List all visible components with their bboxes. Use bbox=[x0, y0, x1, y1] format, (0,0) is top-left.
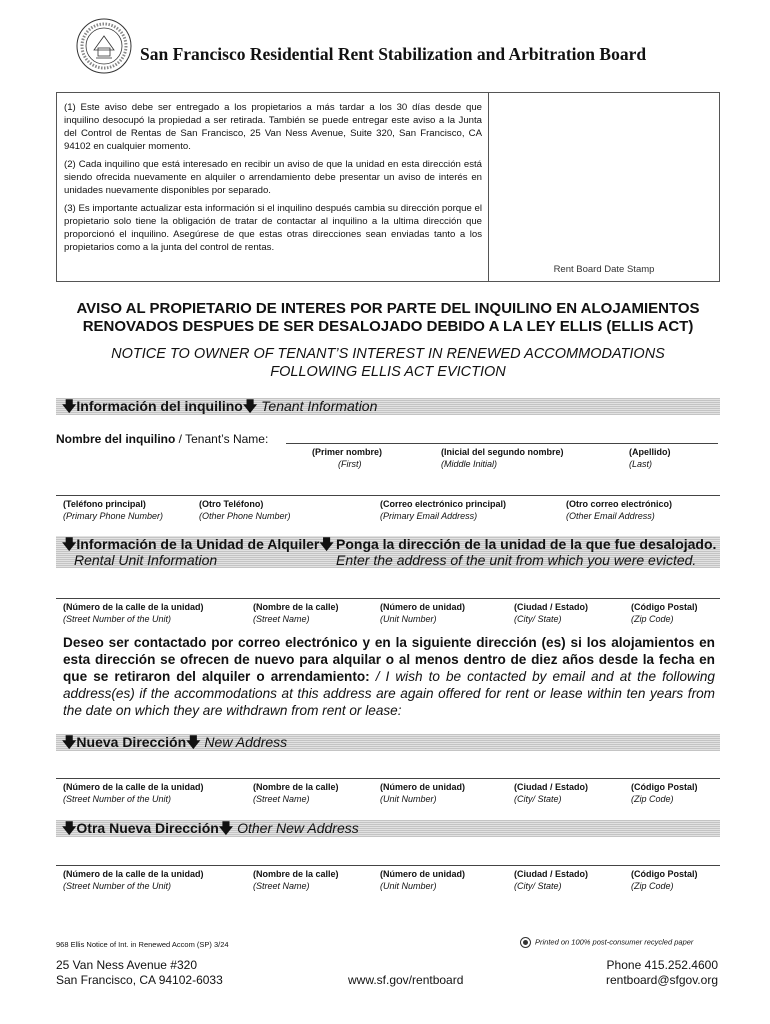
instruction-note-1: (1) Este aviso debe ser entregado a los propietarios a más tardar a los 30 días desde que inquilino desocupó la propiedad a ser retirada. También se puede entregar este aviso a la Junta del Control de Rentas de San Francisco, 25 Van Ness Avenue, Suite 320, San Francisco, CA 94102 en cualquier momento. bbox=[64, 102, 482, 152]
new-address-section-bar bbox=[56, 734, 720, 751]
city-seal-icon bbox=[76, 18, 132, 74]
primary-phone-label: (Teléfono principal) (Primary Phone Number) bbox=[63, 499, 164, 521]
arrow-down-icon: 🡇 bbox=[62, 734, 77, 750]
city-state-label: (Ciudad / Estado) (City/ State) bbox=[514, 602, 588, 624]
date-stamp-label: Rent Board Date Stamp bbox=[553, 264, 655, 275]
arrow-down-icon: 🡇 bbox=[242, 398, 258, 414]
website-link[interactable]: www.sf.gov/rentboard bbox=[348, 973, 464, 987]
tenant-info-section-bar bbox=[56, 398, 720, 415]
rental-address-field-line[interactable] bbox=[56, 598, 720, 599]
street-number-label: (Número de la calle de la unidad) (Street Number of the Unit) bbox=[63, 602, 204, 624]
phone-number: Phone 415.252.4600 bbox=[606, 958, 718, 972]
arrow-down-icon: 🡇 bbox=[186, 734, 201, 750]
contact-request-es: Deseo ser contactado por correo electrónico y en la siguiente dirección (es) si los alojamientos en esta dirección se ofrecen de nuevo para alquilar o al menos dentro de diez años desde la fecha en que se retiraron del alquiler o arrendamiento: bbox=[63, 635, 715, 684]
other-address-heading-en: Other New Address bbox=[237, 820, 359, 836]
office-address-line-1: 25 Van Ness Avenue #320 bbox=[56, 958, 197, 972]
primary-email-label: (Correo electrónico principal) (Primary Email Address) bbox=[380, 499, 507, 521]
form-title-spanish bbox=[56, 300, 720, 336]
new-address-heading-es: Nueva Dirección bbox=[76, 734, 187, 750]
title-spanish-line-1: AVISO AL PROPIETARIO DE INTERES POR PARTE DEL INQUILINO EN ALOJAMIENTOS bbox=[76, 300, 700, 317]
tenant-name-label bbox=[56, 432, 268, 446]
email-link[interactable]: rentboard@sfgov.org bbox=[605, 973, 718, 987]
form-title-english bbox=[56, 345, 720, 381]
other-unit-number-label: (Número de unidad) (Unit Number) bbox=[380, 869, 465, 891]
last-name-label: (Apellido) (Last) bbox=[629, 447, 671, 469]
arrow-down-icon: 🡇 bbox=[62, 820, 77, 836]
other-address-field-line[interactable] bbox=[56, 865, 720, 866]
other-email-label: (Otro correo electrónico) (Other Email Address) bbox=[566, 499, 673, 521]
instructions-column bbox=[57, 93, 489, 281]
contact-info-field-line[interactable] bbox=[56, 495, 720, 496]
other-address-section-bar bbox=[56, 820, 720, 837]
new-zip-code-label: (Código Postal) (Zip Code) bbox=[631, 782, 698, 804]
new-address-field-line[interactable] bbox=[56, 778, 720, 779]
recycled-note-text: Printed on 100% post-consumer recycled paper bbox=[535, 937, 694, 947]
recycled-paper-icon bbox=[520, 937, 531, 948]
middle-initial-label: (Inicial del segundo nombre) (Middle Initial) bbox=[441, 447, 564, 469]
organization-title: San Francisco Residential Rent Stabilization and Arbitration Board bbox=[140, 44, 647, 64]
rental-unit-heading-en: Rental Unit Information bbox=[74, 552, 218, 568]
rental-unit-section-bar bbox=[56, 536, 720, 568]
new-address-heading-en: New Address bbox=[204, 734, 288, 750]
tenant-name-label-en: / Tenant’s Name: bbox=[175, 432, 269, 446]
arrow-down-icon: 🡇 bbox=[319, 536, 334, 552]
other-zip-code-label: (Código Postal) (Zip Code) bbox=[631, 869, 698, 891]
street-name-label: (Nombre de la calle) (Street Name) bbox=[253, 602, 339, 624]
new-city-state-label: (Ciudad / Estado) (City/ State) bbox=[514, 782, 588, 804]
contact-request-paragraph bbox=[63, 634, 715, 719]
tenant-info-heading-en: Tenant Information bbox=[261, 398, 378, 414]
title-english-line-2: FOLLOWING ELLIS ACT EVICTION bbox=[270, 364, 506, 380]
tenant-name-label-es: Nombre del inquilino bbox=[56, 432, 176, 446]
zip-code-label: (Código Postal) (Zip Code) bbox=[631, 602, 698, 624]
title-spanish-line-2: RENOVADOS DESPUES DE SER DESALOJADO DEBIDO A LA LEY ELLIS (ELLIS ACT) bbox=[82, 318, 694, 335]
tenant-info-heading-es: Información del inquilino bbox=[76, 398, 243, 414]
contact-request-en: / I wish to be contacted by email and at the following address(es) if the accommodations at this address are again offered for rent or lease within ten years from the date on which they are withdrawn from rent or lease: bbox=[63, 669, 715, 718]
title-english-line-1: NOTICE TO OWNER OF TENANT’S INTEREST IN RENEWED ACCOMMODATIONS bbox=[111, 346, 665, 362]
new-street-name-label: (Nombre de la calle) (Street Name) bbox=[253, 782, 339, 804]
new-unit-number-label: (Número de unidad) (Unit Number) bbox=[380, 782, 465, 804]
arrow-down-icon: 🡇 bbox=[62, 536, 77, 552]
office-address-line-2: San Francisco, CA 94102-6033 bbox=[56, 973, 223, 987]
arrow-down-icon: 🡇 bbox=[218, 820, 234, 836]
rental-unit-instruction-es: Ponga la dirección de la unidad de la que fue desalojado. bbox=[336, 536, 717, 552]
new-street-number-label: (Número de la calle de la unidad) (Street Number of the Unit) bbox=[63, 782, 204, 804]
form-code: 968 Ellis Notice of Int. in Renewed Accom (SP) 3/24 bbox=[56, 940, 229, 949]
instruction-note-2: (2) Cada inquilino que está interesado en recibir un aviso de que la unidad en esta dirección está siendo ofrecida nuevamente en alquiler o arrendamiento debe presentar un aviso de interés en unidades nuevamente disponibles por separado. bbox=[64, 159, 482, 196]
instructions-box bbox=[56, 92, 720, 282]
recycled-note bbox=[520, 937, 693, 948]
unit-number-label: (Número de unidad) (Unit Number) bbox=[380, 602, 465, 624]
other-city-state-label: (Ciudad / Estado) (City/ State) bbox=[514, 869, 588, 891]
tenant-name-field[interactable] bbox=[286, 443, 718, 444]
other-street-name-label: (Nombre de la calle) (Street Name) bbox=[253, 869, 339, 891]
other-phone-label: (Otro Teléfono) (Other Phone Number) bbox=[199, 499, 291, 521]
instruction-note-3: (3) Es importante actualizar esta información si el inquilino después cambia su dirección porque el propietario solo tiene la obligación de tratar de contactar al inquilino a la ultima dirección que proporcionó el inquilino. Asegúrese de que estas otras direcciones sean enviadas tanto a los propietarios como a la junta del control de rentas. bbox=[64, 203, 482, 253]
other-address-heading-es: Otra Nueva Dirección bbox=[76, 820, 219, 836]
rental-unit-heading-es: Información de la Unidad de Alquiler bbox=[76, 536, 320, 552]
other-street-number-label: (Número de la calle de la unidad) (Street Number of the Unit) bbox=[63, 869, 204, 891]
arrow-down-icon: 🡇 bbox=[62, 398, 77, 414]
first-name-label: (Primer nombre) (First) bbox=[312, 447, 383, 469]
rental-unit-instruction-en: Enter the address of the unit from which you were evicted. bbox=[336, 552, 697, 568]
